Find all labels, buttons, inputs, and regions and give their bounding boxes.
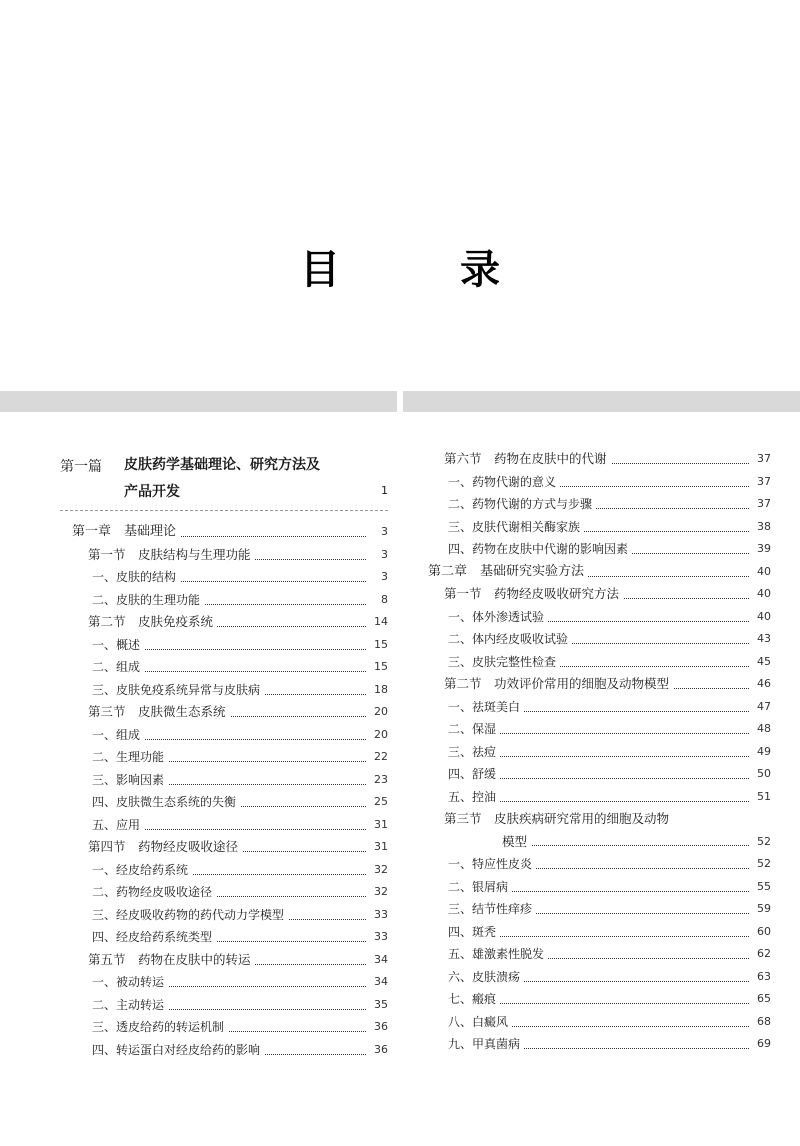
toc-entry-text: 一、特应性皮炎	[448, 853, 536, 876]
toc-entry-item[interactable]	[60, 679, 388, 702]
toc-entry-item[interactable]	[428, 651, 771, 674]
toc-page-number: 60	[757, 924, 771, 938]
toc-entry-item[interactable]	[60, 656, 388, 679]
toc-entry-text: 第二章 基础研究实验方法	[428, 561, 588, 584]
toc-entry-item[interactable]	[428, 898, 771, 921]
toc-entry-item[interactable]	[428, 718, 771, 741]
toc-page-number: 39	[757, 542, 771, 555]
toc-list-right	[428, 448, 771, 1056]
toc-page-number: 63	[757, 969, 771, 983]
toc-page-number: 65	[757, 992, 771, 1005]
toc-entry-item[interactable]	[428, 1011, 771, 1034]
toc-entry-text: 第三节 皮肤微生态系统	[88, 701, 230, 724]
toc-entry-item[interactable]	[428, 786, 771, 809]
toc-entry-text: 第一章 基础理论	[72, 521, 180, 544]
toc-entry-text: 三、皮肤免疫系统异常与皮肤病	[92, 679, 264, 702]
toc-entry-item[interactable]	[428, 763, 771, 786]
toc-page-number: 69	[757, 1037, 771, 1050]
toc-entry-text: 三、透皮给药的转运机制	[92, 1016, 228, 1039]
toc-entry-text: 第二节 皮肤免疫系统	[88, 611, 217, 634]
part-title-line2: 产品开发	[124, 484, 180, 500]
toc-entry-text: 三、祛痘	[448, 741, 500, 764]
toc-entry-text: 一、经皮给药系统	[92, 859, 192, 882]
toc-entry-item[interactable]	[428, 966, 771, 989]
toc-page-number: 14	[374, 615, 388, 628]
toc-page-number: 22	[374, 750, 388, 763]
toc-column-right	[428, 448, 771, 1056]
toc-page-number: 8	[381, 592, 388, 606]
toc-entry-item[interactable]	[428, 853, 771, 876]
toc-part-heading[interactable]	[60, 448, 388, 506]
toc-entry-text: 二、生理功能	[92, 746, 168, 769]
toc-page-number: 33	[374, 930, 388, 943]
toc-entry-chapter[interactable]	[428, 561, 771, 584]
toc-entry-text: 二、主动转运	[92, 994, 168, 1017]
toc-entry-item[interactable]	[60, 971, 388, 994]
toc-entry-text: 一、组成	[92, 724, 144, 747]
toc-entry-item[interactable]	[60, 814, 388, 837]
toc-entry-text: 四、舒缓	[448, 763, 500, 786]
toc-page-number: 35	[374, 997, 388, 1011]
toc-entry-text: 一、概述	[92, 634, 144, 657]
toc-page-number: 68	[757, 1014, 771, 1028]
toc-entry-sec[interactable]	[60, 544, 388, 567]
toc-page-number: 15	[374, 660, 388, 673]
toc-entry-text: 五、雄激素性脱发	[448, 943, 548, 966]
toc-entry-item[interactable]	[428, 988, 771, 1011]
toc-entry-text: 一、药物代谢的意义	[448, 471, 560, 494]
toc-page-number: 37	[757, 452, 771, 465]
toc-entry-text: 六、皮肤溃疡	[448, 966, 524, 989]
toc-entry-text: 一、皮肤的结构	[92, 566, 180, 589]
toc-entry-text: 第一节 药物经皮吸收研究方法	[444, 583, 623, 606]
toc-entry-item[interactable]	[428, 741, 771, 764]
toc-entry-item[interactable]	[60, 791, 388, 814]
toc-entry-text: 五、控油	[448, 786, 500, 809]
toc-entry-sec[interactable]	[60, 701, 388, 724]
toc-page-number: 3	[381, 547, 388, 561]
toc-page-number: 31	[374, 840, 388, 853]
part-title-line1: 皮肤药学基础理论、研究方法及	[124, 457, 320, 473]
part-divider	[60, 510, 388, 511]
toc-entry-item[interactable]	[428, 943, 771, 966]
header-band-left	[0, 391, 397, 412]
toc-entry-text: 三、经皮吸收药物的药代动力学模型	[92, 904, 288, 927]
toc-entry-sec[interactable]	[428, 673, 771, 696]
toc-page-number: 37	[757, 497, 771, 510]
toc-page-number: 52	[757, 834, 771, 848]
toc-entry-item[interactable]	[60, 1039, 388, 1062]
toc-page-number: 52	[757, 857, 771, 870]
toc-entry-text: 第一节 皮肤结构与生理功能	[88, 544, 255, 567]
toc-entry-text: 四、转运蛋白对经皮给药的影响	[92, 1039, 264, 1062]
toc-entry-item[interactable]	[60, 881, 388, 904]
toc-entry-text: 二、银屑病	[448, 876, 512, 899]
toc-entry-text: 二、皮肤的生理功能	[92, 589, 204, 612]
toc-entry-sec[interactable]	[60, 836, 388, 859]
toc-page-number: 23	[374, 772, 388, 786]
toc-entry-sec[interactable]	[428, 583, 771, 606]
toc-entry-text: 九、甲真菌病	[448, 1033, 524, 1056]
toc-page-number: 25	[374, 795, 388, 808]
toc-page-number: 36	[374, 1042, 388, 1056]
toc-page-number: 40	[757, 609, 771, 623]
toc-entry-item[interactable]	[428, 921, 771, 944]
toc-entry-text: 二、保湿	[448, 718, 500, 741]
toc-page-number: 45	[757, 654, 771, 668]
toc-entry-text: 第四节 药物经皮吸收途径	[88, 836, 242, 859]
toc-entry-text: 第五节 药物在皮肤中的转运	[88, 949, 255, 972]
toc-entry-item[interactable]	[60, 859, 388, 882]
toc-entry-text: 一、祛斑美白	[448, 696, 524, 719]
toc-page-number: 32	[374, 862, 388, 876]
toc-entry-text-continued: 模型	[502, 831, 531, 854]
toc-page-number: 38	[757, 519, 771, 533]
toc-column-left	[60, 448, 388, 1061]
toc-page-number: 3	[381, 570, 388, 583]
header-band-right	[403, 391, 800, 412]
toc-page-number: 40	[757, 587, 771, 600]
toc-page-number: 46	[757, 677, 771, 690]
toc-entry-sec[interactable]	[60, 611, 388, 634]
toc-page-number: 51	[757, 789, 771, 803]
toc-page-number: 15	[374, 637, 388, 651]
toc-entry-item[interactable]	[428, 516, 771, 539]
toc-entry-chapter[interactable]	[60, 521, 388, 544]
part-tag: 第一篇	[60, 459, 102, 475]
toc-entry-text: 第三节 皮肤疾病研究常用的细胞及动物	[444, 808, 673, 831]
toc-entry-item[interactable]	[428, 471, 771, 494]
toc-page-number: 43	[757, 632, 771, 645]
toc-page-number: 40	[757, 564, 771, 578]
toc-page-number: 33	[374, 907, 388, 921]
toc-entry-text: 二、药物经皮吸收途径	[92, 881, 216, 904]
dot-leader	[502, 845, 749, 846]
toc-page-number: 37	[757, 474, 771, 488]
toc-entry-text: 一、被动转运	[92, 971, 168, 994]
toc-entry-text: 二、组成	[92, 656, 144, 679]
toc-entry-text: 二、药物代谢的方式与步骤	[448, 493, 596, 516]
toc-entry-text: 五、应用	[92, 814, 144, 837]
toc-entry-item[interactable]	[428, 696, 771, 719]
toc-page-number: 50	[757, 767, 771, 780]
toc-entry-item[interactable]	[60, 566, 388, 589]
toc-page-number: 55	[757, 879, 771, 893]
toc-entry-item[interactable]	[428, 1033, 771, 1056]
toc-entry-text: 第六节 药物在皮肤中的代谢	[444, 448, 611, 471]
toc-entry-item[interactable]	[428, 606, 771, 629]
toc-entry-text: 三、皮肤代谢相关酶家族	[448, 516, 584, 539]
toc-page-number: 36	[374, 1020, 388, 1033]
toc-entry-item[interactable]	[428, 876, 771, 899]
toc-page-number: 59	[757, 902, 771, 915]
toc-entry-item[interactable]	[428, 628, 771, 651]
toc-entry-item[interactable]	[60, 1016, 388, 1039]
toc-entry-text: 一、体外渗透试验	[448, 606, 548, 629]
toc-page-number: 34	[374, 952, 388, 966]
toc-entry-text: 七、瘢痕	[448, 988, 500, 1011]
toc-entry-item[interactable]	[60, 724, 388, 747]
toc-entry-item[interactable]	[60, 994, 388, 1017]
toc-entry-item[interactable]	[60, 769, 388, 792]
toc-entry-text: 四、经皮给药系统类型	[92, 926, 216, 949]
toc-entry-sec2[interactable]	[428, 808, 771, 853]
toc-entry-text: 三、结节性痒疹	[448, 898, 536, 921]
toc-page-number: 49	[757, 744, 771, 758]
toc-page-number: 20	[374, 727, 388, 741]
toc-entry-text: 三、影响因素	[92, 769, 168, 792]
toc-entry-text: 四、斑秃	[448, 921, 500, 944]
toc-page-number: 18	[374, 682, 388, 696]
toc-entry-item[interactable]	[428, 538, 771, 561]
page-title: 目 录	[300, 247, 540, 293]
toc-entry-item[interactable]	[60, 926, 388, 949]
toc-page-number: 47	[757, 699, 771, 713]
toc-page-number: 48	[757, 722, 771, 735]
toc-entry-text: 二、体内经皮吸收试验	[448, 628, 572, 651]
toc-entry-item[interactable]	[60, 746, 388, 769]
toc-entry-item[interactable]	[60, 589, 388, 612]
toc-page-number: 31	[374, 817, 388, 831]
toc-entry-sec[interactable]	[428, 448, 771, 471]
toc-page-number: 3	[381, 525, 388, 538]
toc-list-left	[60, 521, 388, 1061]
toc-entry-text: 第二节 功效评价常用的细胞及动物模型	[444, 673, 673, 696]
toc-entry-item[interactable]	[428, 493, 771, 516]
toc-page-number: 32	[374, 885, 388, 898]
toc-entry-text: 三、皮肤完整性检查	[448, 651, 560, 674]
toc-entry-text: 四、药物在皮肤中代谢的影响因素	[448, 538, 632, 561]
toc-entry-item[interactable]	[60, 904, 388, 927]
part-page-number: 1	[381, 484, 388, 497]
toc-entry-text: 四、皮肤微生态系统的失衡	[92, 791, 240, 814]
toc-page-number: 20	[374, 705, 388, 718]
toc-entry-sec[interactable]	[60, 949, 388, 972]
toc-page-number: 34	[374, 975, 388, 988]
toc-page-number: 62	[757, 947, 771, 960]
toc-entry-text: 八、白癜风	[448, 1011, 512, 1034]
toc-entry-item[interactable]	[60, 634, 388, 657]
